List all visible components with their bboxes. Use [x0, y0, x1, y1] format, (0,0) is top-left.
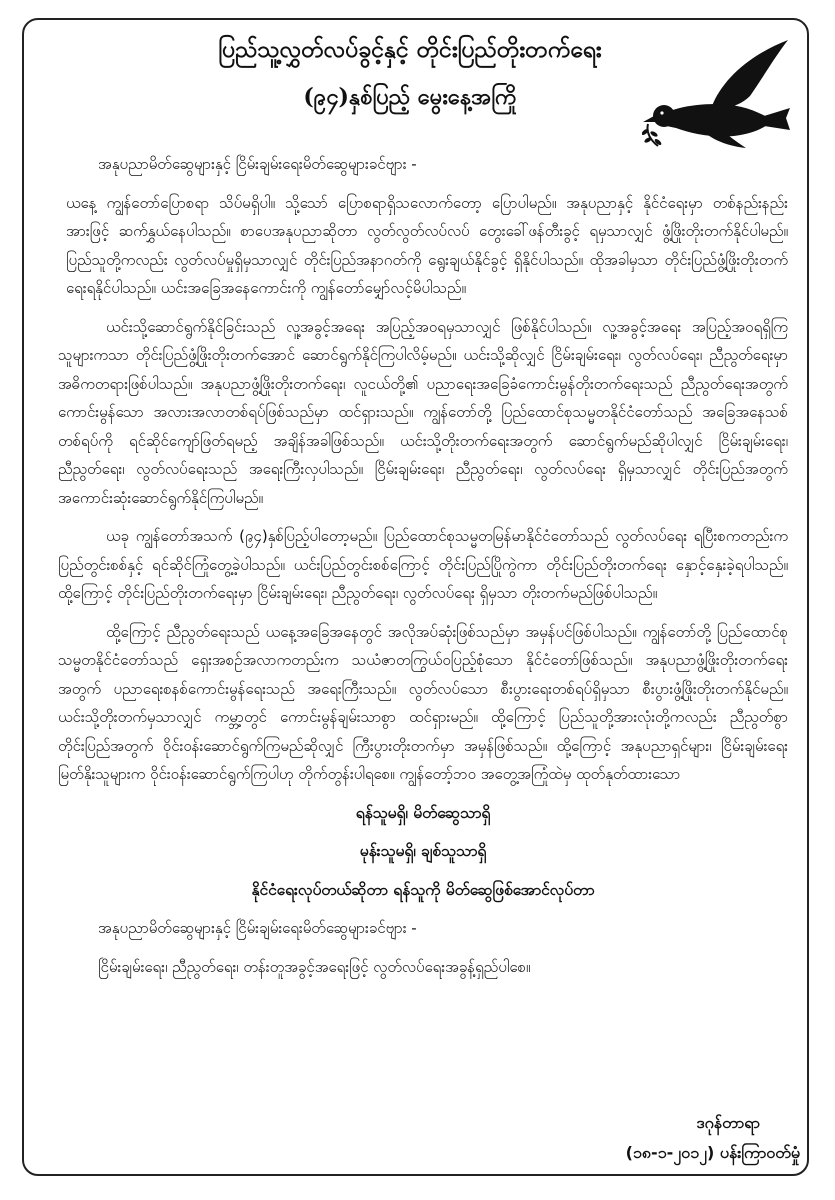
closing-salutation: အနုပညာမိတ်ဆွေများနှင့် ငြိမ်းချမ်းရေးမိတ်ဆွေများခင်ဗျား -: [98, 919, 417, 937]
letter-paragraph: ယခု ကျွန်တော်အသက် (၉၄)နှစ်ပြည့်ပါတော့မည်။ ပြည်ထောင်စုသမ္မတမြန်မာနိုင်ငံတော်သည် လွတ်လပ်ရေး ရပြီးစကတည်းက ပြည်တွင်းစစ်နှင့် ရင်ဆိုင်ကြုံတွေ့ခဲ့ပါသည်။ ယင်းပြည်တွင်းစစ်ကြောင့် တိုင်းပြည်ပြိုကွဲကာ တိုင်းပြည်တိုးတက်ရေး နှောင့်နှေးခဲ့ရပါသည်။ ထို့ကြောင့် တိုင်းပြည်တိုးတက်ရေးမှာ ငြိမ်းချမ်းရေး၊ ညီညွတ်ရေး၊ လွတ်လပ်ရေး ရှိမှသာ တိုးတက်မည်ဖြစ်ပါသည်။: [58, 527, 788, 602]
page-subtitle: (၉၄)နှစ်ပြည့် မွေးနေ့အကြို: [303, 84, 517, 110]
motto-line: နိုင်ငံရေးလုပ်တယ်ဆိုတာ ရန်သူကို မိတ်ဆွေဖြစ်အောင်လုပ်တာ: [251, 880, 595, 899]
signature-date: (၁၈-၁-၂၀၁၂) ပန်းကြာဝတ်မှုံ: [625, 1143, 800, 1162]
letter-paragraph: ယနေ့ ကျွန်တော်ပြောစရာ သိပ်မရှိပါ။ သို့သော် ပြောစရာရှိသလောက်တော့ ပြောပါမည်။ အနုပညာနှင့် နိုင်ငံရေးမှာ တစ်နည်းနည်းအားဖြင့် ဆက်နွှယ်နေပါသည်။ စာပေအနုပညာဆိုတာ လွတ်လွတ်လပ်လပ် တွေးခေါ်ဖန်တီးခွင့် ရမှသာလျှင် ဖွံ့ဖြိုးတိုးတက်နိုင်ပါမည်။ ပြည်သူတို့ကလည်း လွတ်လပ်မှုရှိမှသာလျှင် တိုင်းပြည်အနာဂတ်ကို ရွေးချယ်နိုင်ခွင့် ရှိနိုင်ပါသည်။ ထိုအခါမှသာ တိုင်းပြည်ဖွံ့ဖြိုးတိုးတက်ရေးရနိုင်ပါသည်။ ယင်းအခြေအနေကောင်းကို ကျွန်တော်မျှော်လင့်မိပါသည်။: [66, 193, 788, 297]
motto-line: ရန်သူမရှိ၊ မိတ်ဆွေသာရှိ: [355, 803, 491, 822]
letter-paragraph: ထို့ကြောင့် ညီညွတ်ရေးသည် ယနေ့အခြေအနေတွင် အလိုအပ်ဆုံးဖြစ်သည်မှာ အမှန်ပင်ဖြစ်ပါသည်။ ကျွန်တော်တို့ ပြည်ထောင်စုသမ္မတနိုင်ငံတော်သည် ရှေးအစဉ်အလာကတည်းက သယံဇာတကြွယ်ဝပြည့်စုံသော နိုင်ငံတော်ဖြစ်သည်။ အနုပညာဖွံ့ဖြိုးတိုးတက်ရေးအတွက် ပညာရေးစနစ်ကောင်းမွန်ရေးသည် အရေးကြီးသည်။ လွတ်လပ်သော စီးပွားရေးတစ်ရပ်ရှိမှသာ စီးပွားဖွံ့ဖြိုးတိုးတက်နိုင်မည်။ ယင်းသို့တိုးတက်မှသာလျှင် ကမ္ဘာ့တွင် ကောင်းမွန်ချမ်းသာစွာ ထင်ရှားမည်။ ထို့ကြောင့် ပြည်သူတို့အားလုံးတို့ကလည်း ညီညွတ်စွာ တိုင်းပြည်အတွက် ဝိုင်းဝန်းဆောင်ရွက်ကြမည်ဆိုလျှင် ကြီးပွားတိုးတက်မှာ အမှန်ဖြစ်သည်။ ထို့ကြောင့် အနုပညာရှင်များ၊ ငြိမ်းချမ်းရေး မြတ်နိုးသူများက ဝိုင်းဝန်းဆောင်ရွက်ကြပါဟု တိုက်တွန်းပါရစေ။ ကျွန်တော့်ဘဝ အတွေ့အကြုံထဲမှ ထုတ်နုတ်ထားသော: [58, 622, 788, 783]
letter-salutation: အနုပညာမိတ်ဆွေများနှင့် ငြိမ်းချမ်းရေးမိတ်ဆွေများခင်ဗျား -: [98, 155, 417, 173]
page-title: ပြည်သူ့လွှတ်လပ်ခွင့်နှင့် တိုင်းပြည်တိုးတက်ရေး: [218, 36, 602, 63]
dove-with-olive-branch-icon: [642, 36, 792, 154]
letter-body: [58, 150, 788, 991]
signature-block: [520, 1108, 800, 1168]
closing-wish: ငြိမ်းချမ်းရေး၊ ညီညွတ်ရေး၊ တန်းတူအခွင့်အရေးဖြင့် လွတ်လပ်ရေးအခွန့်ရှည်ပါစေ။: [98, 957, 531, 976]
motto-line: မုန်းသူမရှိ၊ ချစ်သူသာရှိ: [359, 842, 487, 860]
letter-paragraph: ယင်းသို့ဆောင်ရွက်နိုင်ခြင်းသည် လူ့အခွင့်အရေး အပြည့်အဝရမှသာလျှင် ဖြစ်နိုင်ပါသည်။ လူ့အခွင့်အရေး အပြည့်အဝရရှိကြသူများကသာ တိုင်းပြည်ဖွံ့ဖြိုးတိုးတက်အောင် ဆောင်ရွက်နိုင်ကြပါလိမ့်မည်။ ယင်းသို့ဆိုလျှင် ငြိမ်းချမ်းရေး၊ လွတ်လပ်ရေး၊ ညီညွတ်ရေးမှာ အဓိကတရားဖြစ်ပါသည်။ အနုပညာဖွံ့ဖြိုးတိုးတက်ရေး၊ လူငယ်တို့၏ ပညာရေးအခြေခံကောင်းမွန်တိုးတက်ရေးသည် ညီညွတ်ရေးအတွက် ကောင်းမွန်သော အလားအလာတစ်ရပ်ဖြစ်သည်မှာ ထင်ရှားသည်။ ကျွန်တော်တို့ ပြည်ထောင်စုသမ္မတနိုင်ငံတော်သည် အခြေအနေသစ်တစ်ရပ်ကို ရင်ဆိုင်ကျော်ဖြတ်ရမည့် အချိန်အခါဖြစ်သည်။ ယင်းသို့တိုးတက်ရေးအတွက် ဆောင်ရွက်မည်ဆိုပါလျှင် ငြိမ်းချမ်းရေး၊ ညီညွတ်ရေး၊ လွတ်လပ်ရေးသည် အရေးကြီးလှပါသည်။ ငြိမ်းချမ်းရေး၊ ညီညွတ်ရေး၊ လွတ်လပ်ရေး ရှိမှသာလျှင် တိုင်းပြည်အတွက် အကောင်းဆုံးဆောင်ရွက်နိုင်ကြပါမည်။: [58, 317, 788, 507]
signature-name: ဒဂုန်တာရာ: [696, 1113, 760, 1132]
